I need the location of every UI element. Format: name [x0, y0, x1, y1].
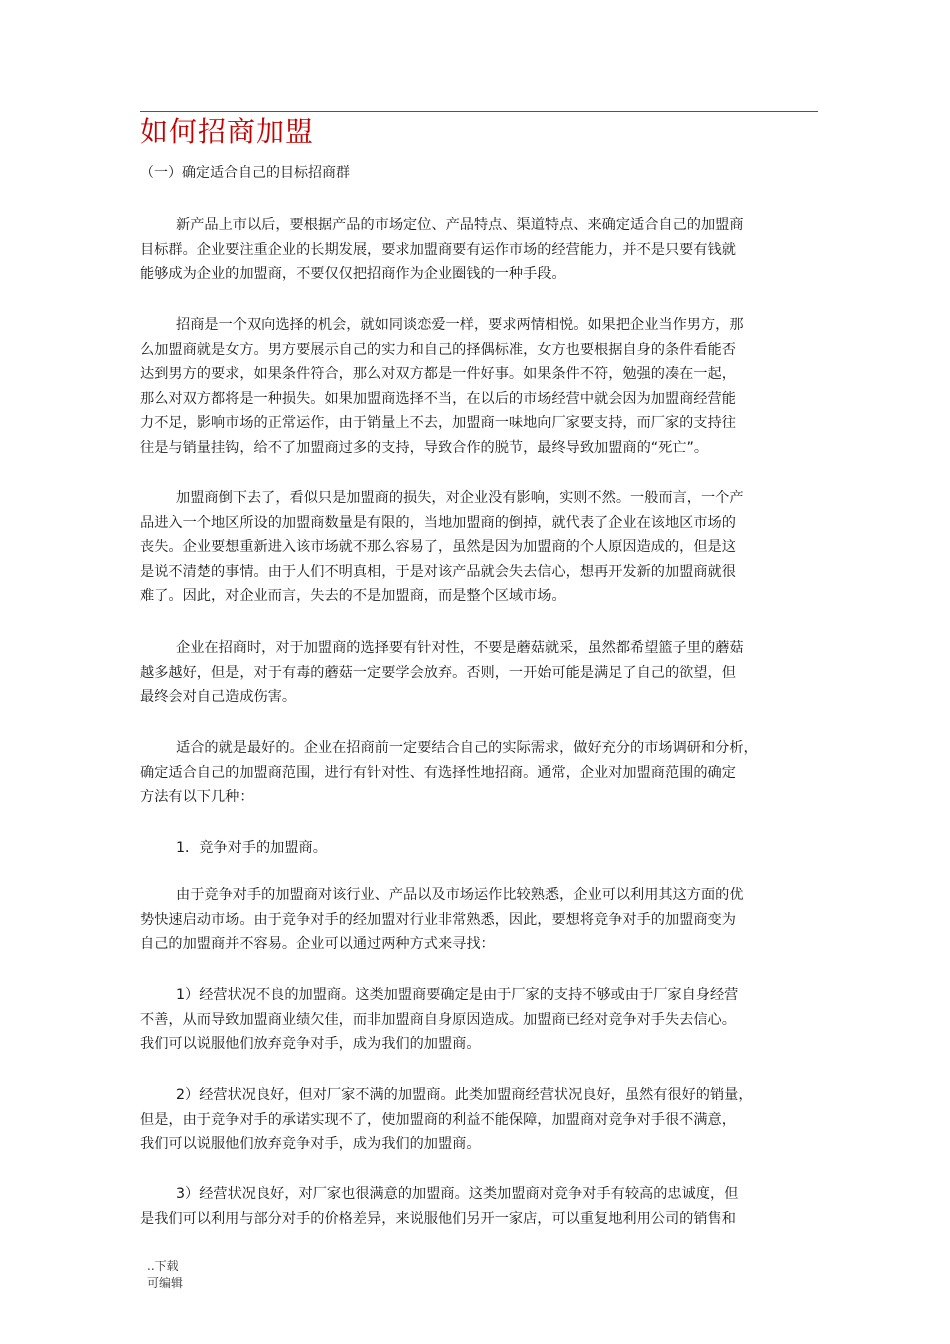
paragraph-line: 招商是一个双向选择的机会，就如同谈恋爱一样，要求两情相悦。如果把企业当作男方，那 [176, 317, 744, 333]
paragraph-line: 目标群。企业要注重企业的长期发展，要求加盟商要有运作市场的经营能力，并不是只要有钱就 [140, 241, 736, 258]
footer-line-download: ..下载 [147, 1259, 179, 1273]
paragraph-line: 自己的加盟商并不容易。企业可以通过两种方式来寻找： [140, 936, 495, 952]
paragraph-line: 么加盟商就是女方。男方要展示自己的实力和自己的择偶标准，女方也要根据自身的条件看能否 [140, 341, 736, 358]
paragraph-line: 方法有以下几种： [140, 789, 254, 805]
paragraph-line: 2）经营状况良好，但对厂家不满的加盟商。此类加盟商经营状况良好，虽然有很好的销量， [176, 1087, 753, 1103]
paragraph-line: 我们可以说服他们放弃竞争对手，成为我们的加盟商。 [140, 1036, 481, 1052]
paragraph [140, 486, 818, 609]
paragraph [140, 1182, 818, 1231]
paragraph-line: 新产品上市以后，要根据产品的市场定位、产品特点、渠道特点、来确定适合自己的加盟商 [176, 217, 744, 233]
paragraph-line: 势快速启动市场。由于竞争对手的经加盟对行业非常熟悉，因此，要想将竞争对手的加盟商变为 [140, 911, 736, 928]
paragraph-line: 但是，由于竞争对手的承诺实现不了，使加盟商的利益不能保障，加盟商对竞争对手很不满意， [140, 1111, 736, 1128]
paragraph-line: 那么对双方都将是一种损失。如果加盟商选择不当，在以后的市场经营中就会因为加盟商经营能 [140, 390, 736, 407]
page-title: 如何招商加盟 [140, 115, 315, 148]
paragraph-line: 越多越好，但是，对于有毒的蘑菇一定要学会放弃。否则，一开始可能是满足了自己的欲望，但 [140, 664, 736, 681]
paragraph-line: 能够成为企业的加盟商，不要仅仅把招商作为企业圈钱的一种手段。 [140, 266, 566, 282]
paragraph-line: 难了。因此，对企业而言，失去的不是加盟商，而是整个区域市场。 [140, 588, 566, 604]
paragraph-line: 往是与销量挂钩，给不了加盟商过多的支持，导致合作的脱节，最终导致加盟商的“死亡”。 [140, 439, 709, 456]
paragraph-line: 品进入一个地区所设的加盟商数量是有限的，当地加盟商的倒掉，就代表了企业在该地区市场的 [140, 514, 736, 531]
paragraph-line: 3）经营状况良好，对厂家也很满意的加盟商。这类加盟商对竞争对手有较高的忠诚度，但 [176, 1186, 739, 1202]
paragraph [140, 883, 818, 957]
section-heading: （一）确定适合自己的目标招商群 [140, 165, 350, 181]
paragraph [140, 983, 818, 1057]
paragraph-line: 我们可以说服他们放弃竞争对手，成为我们的加盟商。 [140, 1136, 481, 1152]
paragraph-line: 达到男方的要求，如果条件符合，那么对双方都是一件好事。如果条件不符，勉强的凑在一起， [140, 366, 736, 382]
paragraph-line: 最终会对自己造成伤害。 [140, 689, 297, 705]
paragraph [140, 1083, 818, 1157]
title-rule [140, 111, 818, 112]
footer-line-editable: 可编辑 [147, 1276, 184, 1290]
paragraph-line: 1．竞争对手的加盟商。 [176, 840, 327, 856]
paragraph-line: 是说不清楚的事情。由于人们不明真相，于是对该产品就会失去信心，想再开发新的加盟商就很 [140, 563, 736, 580]
paragraph-line: 丧失。企业要想重新进入该市场就不那么容易了，虽然是因为加盟商的个人原因造成的，但是这 [140, 539, 736, 555]
paragraph [140, 213, 818, 287]
footer-note [147, 1258, 183, 1292]
paragraph-line: 由于竞争对手的加盟商对该行业、产品以及市场运作比较熟悉，企业可以利用其这方面的优 [176, 887, 744, 903]
paragraph [140, 736, 818, 810]
paragraph [140, 836, 818, 861]
paragraph [140, 636, 818, 710]
paragraph-line: 加盟商倒下去了，看似只是加盟商的损失，对企业没有影响，实则不然。一般而言，一个产 [176, 490, 744, 506]
paragraph-line: 不善，从而导致加盟商业绩欠佳，而非加盟商自身原因造成。加盟商已经对竞争对手失去信心。 [140, 1011, 736, 1028]
paragraph-line: 力不足，影响市场的正常运作，由于销量上不去，加盟商一味地向厂家要支持，而厂家的支持往 [140, 415, 736, 431]
paragraph-line: 是我们可以利用与部分对手的价格差异，来说服他们另开一家店，可以重复地利用公司的销售和 [140, 1210, 736, 1227]
paragraph-line: 企业在招商时，对于加盟商的选择要有针对性，不要是蘑菇就采，虽然都希望篮子里的蘑菇 [176, 640, 744, 656]
paragraph [140, 313, 818, 460]
paragraph-line: 1）经营状况不良的加盟商。这类加盟商要确定是由于厂家的支持不够或由于厂家自身经营 [176, 987, 739, 1003]
paragraph-line: 确定适合自己的加盟商范围，进行有针对性、有选择性地招商。通常，企业对加盟商范围的确定 [140, 764, 736, 781]
paragraph-line: 适合的就是最好的。企业在招商前一定要结合自己的实际需求，做好充分的市场调研和分析， [176, 740, 758, 756]
